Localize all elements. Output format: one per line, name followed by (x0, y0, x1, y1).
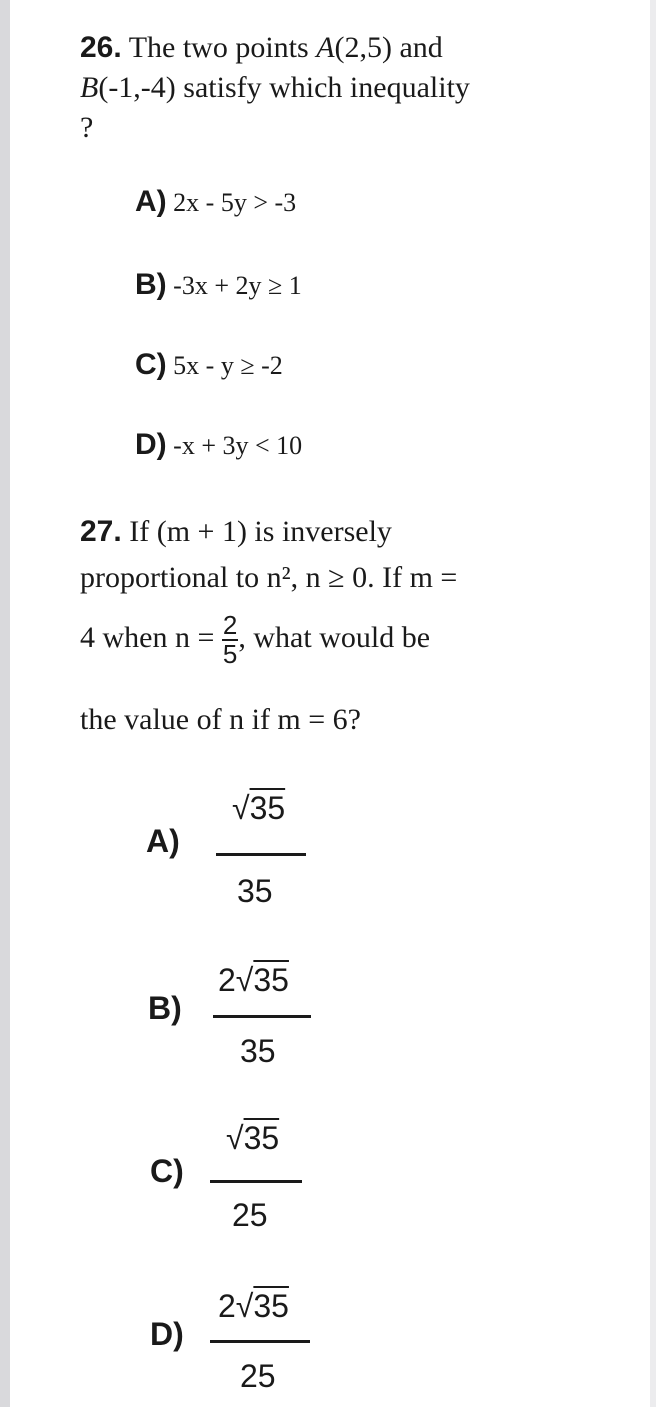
q27-option-c-numerator: √35 (226, 1120, 280, 1156)
question-27-text-b: proportional to n², n ≥ 0. If m = (80, 561, 458, 594)
inline-fraction-numerator: 2 (222, 610, 238, 640)
q26-option-a-label: A) (135, 185, 167, 218)
q27-option-b-denominator: 35 (240, 1033, 276, 1069)
q26-option-d[interactable] (135, 428, 302, 462)
q27-option-a-denominator: 35 (237, 873, 273, 909)
inline-fraction-denominator: 5 (222, 639, 238, 670)
question-26-number: 26. (80, 31, 122, 64)
q26-option-c-text: 5x - y ≥ -2 (173, 351, 283, 380)
q27-option-a-fraction-bar (216, 853, 306, 856)
question-27-text-a: If (m + 1) is inversely (129, 515, 392, 548)
question-27-text-c: 4 when n = (80, 621, 222, 655)
q27-option-d-label: D) (150, 1316, 184, 1352)
question-27-text-e: the value of n if m = 6? (80, 703, 362, 736)
question-27-line-1 (80, 512, 392, 552)
q26-option-c[interactable] (135, 348, 283, 382)
q27-option-b-fraction-bar (213, 1015, 311, 1018)
q26-option-b-label: B) (135, 268, 167, 301)
q26-option-a[interactable] (135, 185, 296, 219)
q27-option-b-label: B) (148, 990, 182, 1026)
point-a-label: A (316, 31, 335, 64)
q26-option-d-label: D) (135, 428, 167, 461)
right-page-edge (650, 0, 656, 1407)
question-27-line-4 (80, 700, 361, 740)
q26-option-a-text: 2x - 5y > -3 (173, 188, 297, 217)
q27-option-c-denominator: 25 (232, 1197, 268, 1233)
q26-option-b[interactable] (135, 268, 302, 302)
question-26-line-2 (80, 68, 470, 108)
inline-fraction (222, 612, 238, 669)
question-27-text-d: , what would be (238, 621, 431, 655)
point-b-label: B (80, 71, 99, 104)
q26-option-b-text: -3x + 2y ≥ 1 (173, 271, 302, 300)
question-26-line-1 (80, 28, 443, 68)
question-26-text-b: (-1,-4) satisfy which inequality (98, 71, 470, 104)
q27-option-a-label: A) (146, 823, 180, 859)
q27-option-d-fraction-bar (210, 1340, 310, 1343)
q27-option-c-fraction-bar (210, 1180, 302, 1183)
question-26-mark: ? (80, 111, 94, 144)
left-page-edge (0, 0, 10, 1407)
question-26-text-a: The two points (128, 31, 317, 64)
q27-option-b-numerator: 2√35 (218, 962, 289, 998)
question-26-line-3 (80, 108, 93, 148)
q26-option-c-label: C) (135, 348, 167, 381)
question-27-number: 27. (80, 515, 122, 548)
q27-option-d-numerator: 2√35 (218, 1288, 289, 1324)
point-a-coords: (2,5) and (334, 31, 443, 64)
question-27-line-3 (80, 612, 430, 669)
question-27-line-2 (80, 558, 457, 598)
q27-option-d-denominator: 25 (240, 1358, 276, 1394)
q27-option-a-numerator: √35 (232, 790, 286, 826)
q27-option-c-label: C) (150, 1153, 184, 1189)
q26-option-d-text: -x + 3y < 10 (173, 431, 303, 460)
